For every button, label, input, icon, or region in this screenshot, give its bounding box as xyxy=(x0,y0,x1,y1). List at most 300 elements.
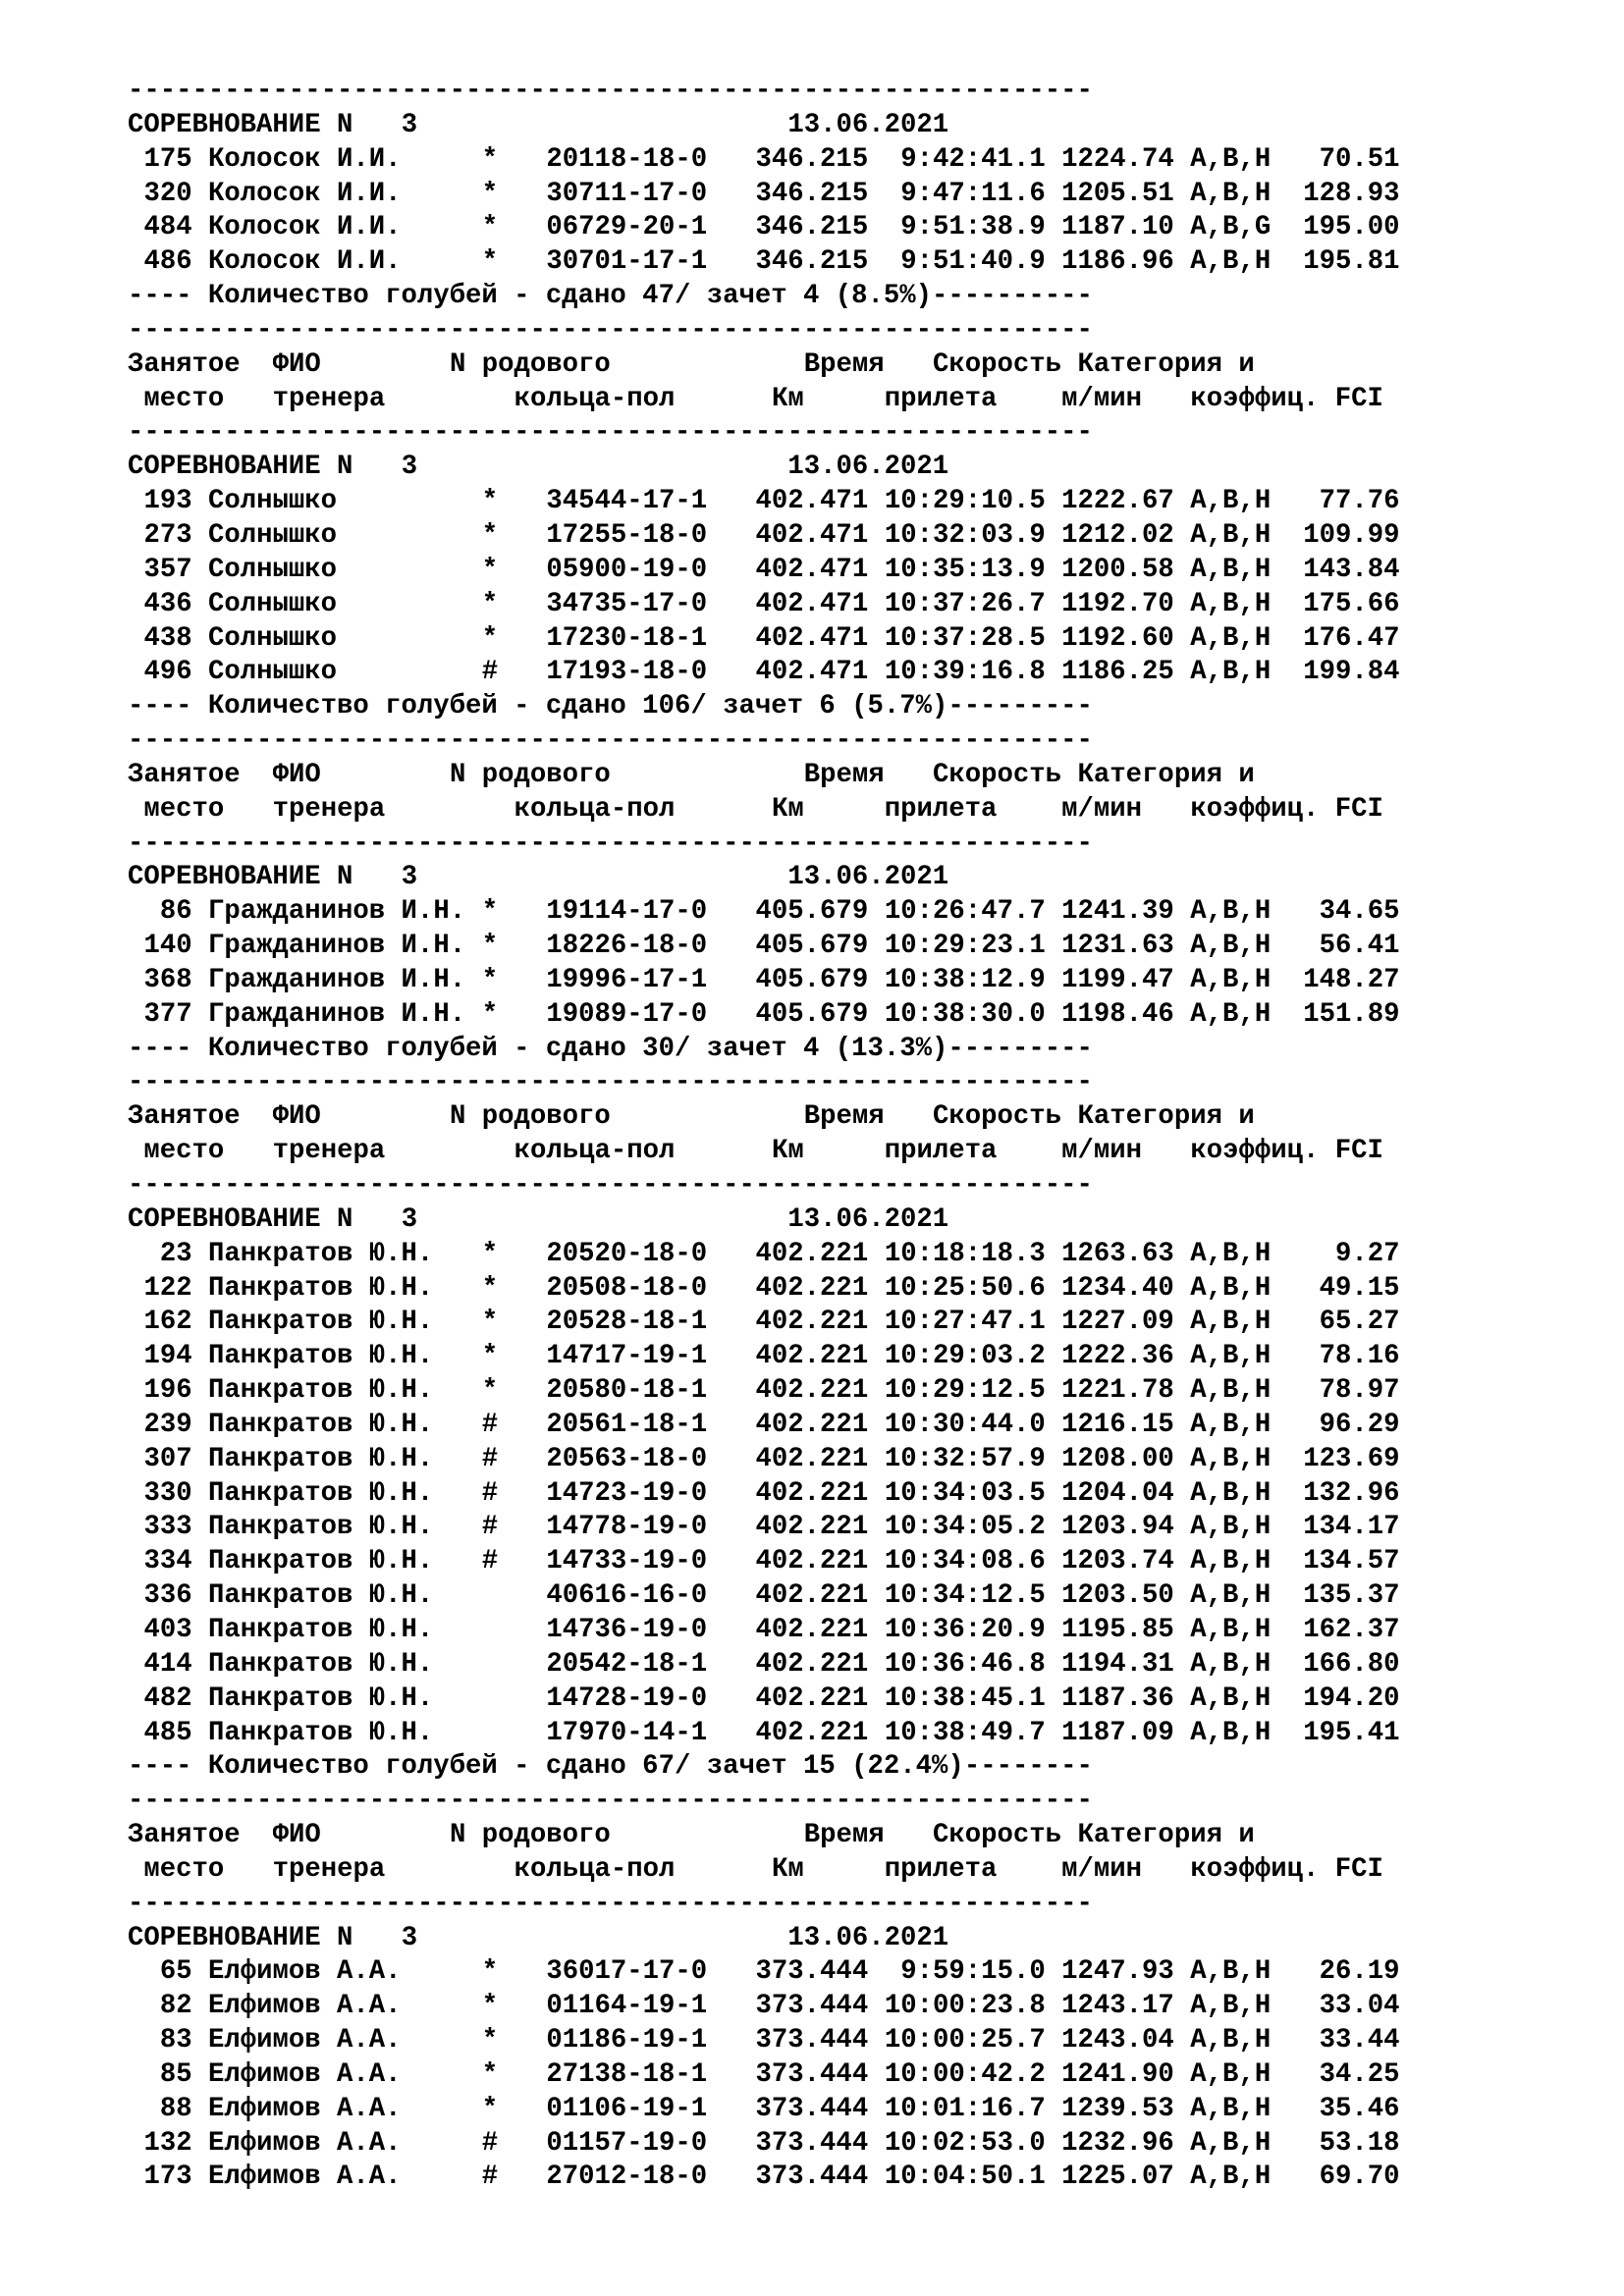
category-cell: A,B,H xyxy=(1190,1614,1272,1645)
header-trainer: тренера xyxy=(272,793,386,825)
trainer-name-cell: Колосок И.И. xyxy=(207,143,402,175)
trainer-name-cell: Елфимов А.А. xyxy=(207,2025,402,2056)
ring-cell: 17193-18-0 xyxy=(546,657,708,688)
km-cell: 402.221 xyxy=(755,1341,869,1372)
arrival-time-cell: 10:37:28.5 xyxy=(884,622,1046,654)
place-cell: 330 xyxy=(143,1477,192,1509)
km-cell: 373.444 xyxy=(755,2162,869,2193)
mark-cell: * xyxy=(481,622,499,654)
speed-cell: 1227.09 xyxy=(1061,1307,1174,1338)
coef-cell: 176.47 xyxy=(1303,622,1400,654)
speed-cell: 1243.17 xyxy=(1061,1991,1174,2022)
km-cell: 373.444 xyxy=(755,2093,869,2124)
header-occupied: Занятое xyxy=(128,1820,241,1851)
result-row xyxy=(128,2093,1399,2127)
separator-line: ------------------------------------------------------------ xyxy=(128,1067,1093,1098)
header-category: Категория и xyxy=(1077,1820,1255,1851)
coef-cell: 162.37 xyxy=(1303,1614,1400,1645)
summary-line xyxy=(128,280,1399,314)
category-cell: A,B,H xyxy=(1190,1991,1272,2022)
speed-cell: 1243.04 xyxy=(1061,2025,1174,2056)
trainer-name-cell: Солнышко xyxy=(207,588,338,619)
result-row xyxy=(128,1272,1399,1307)
km-cell: 373.444 xyxy=(755,2127,869,2159)
header-fio: ФИО xyxy=(272,348,321,380)
speed-cell: 1200.58 xyxy=(1061,554,1174,585)
mark-cell: # xyxy=(481,2162,499,2193)
mark-cell: * xyxy=(481,896,499,928)
coef-cell: 195.41 xyxy=(1303,1717,1400,1748)
place-cell: 132 xyxy=(143,2127,192,2159)
category-cell: A,B,H xyxy=(1190,1717,1272,1748)
header-arrival: прилета xyxy=(884,383,998,414)
km-cell: 402.221 xyxy=(755,1238,869,1269)
header-place: место xyxy=(143,1853,225,1885)
header-category: Категория и xyxy=(1077,1101,1255,1133)
place-cell: 196 xyxy=(143,1375,192,1407)
category-cell: A,B,H xyxy=(1190,1682,1272,1714)
category-cell: A,B,H xyxy=(1190,178,1272,209)
mark-cell: * xyxy=(481,931,499,962)
coef-cell: 195.81 xyxy=(1303,246,1400,278)
trainer-name-cell: Колосок И.И. xyxy=(207,212,402,243)
ring-cell: 34735-17-0 xyxy=(546,588,708,619)
header-n-ring: N родового xyxy=(449,759,611,790)
category-cell: A,B,G xyxy=(1190,212,1272,243)
trainer-name-cell: Гражданинов И.Н. xyxy=(207,964,466,995)
mark-cell: * xyxy=(481,2058,499,2090)
header-row-2 xyxy=(128,793,1399,828)
header-arrival: прилета xyxy=(884,1136,998,1167)
arrival-time-cell: 9:47:11.6 xyxy=(900,178,1046,209)
summary-dash-fill: --------- xyxy=(947,1033,1093,1064)
trainer-name-cell: Елфимов А.А. xyxy=(207,1956,402,1988)
place-cell: 368 xyxy=(143,964,192,995)
header-n-ring: N родового xyxy=(449,348,611,380)
place-cell: 414 xyxy=(143,1648,192,1680)
header-place: место xyxy=(143,793,225,825)
coef-cell: 134.57 xyxy=(1303,1546,1400,1577)
separator-line: ------------------------------------------------------------ xyxy=(128,76,1093,106)
header-arrival: прилета xyxy=(884,793,998,825)
speed-cell: 1203.74 xyxy=(1061,1546,1174,1577)
mark-cell: * xyxy=(481,486,499,517)
arrival-time-cell: 10:32:57.9 xyxy=(884,1443,1046,1474)
coef-cell: 35.46 xyxy=(1319,2093,1400,2124)
ring-cell: 01164-19-1 xyxy=(546,1991,708,2022)
ring-cell: 36017-17-0 xyxy=(546,1956,708,1988)
header-fio: ФИО xyxy=(272,1820,321,1851)
speed-cell: 1225.07 xyxy=(1061,2162,1174,2193)
ring-cell: 17230-18-1 xyxy=(546,622,708,654)
category-cell: A,B,H xyxy=(1190,622,1272,654)
result-row xyxy=(128,1614,1399,1648)
speed-cell: 1222.67 xyxy=(1061,486,1174,517)
ring-cell: 17970-14-1 xyxy=(546,1717,708,1748)
result-row xyxy=(128,1238,1399,1272)
arrival-time-cell: 10:29:12.5 xyxy=(884,1375,1046,1407)
arrival-time-cell: 10:29:10.5 xyxy=(884,486,1046,517)
mark-cell: * xyxy=(481,964,499,995)
results-printout xyxy=(128,75,1399,2195)
result-row xyxy=(128,2024,1399,2058)
ring-cell: 40616-16-0 xyxy=(546,1580,708,1612)
ring-cell: 14723-19-0 xyxy=(546,1477,708,1509)
speed-cell: 1263.63 xyxy=(1061,1238,1174,1269)
coef-cell: 56.41 xyxy=(1319,931,1400,962)
summary-dash-fill: --------- xyxy=(947,691,1093,722)
category-cell: A,B,H xyxy=(1190,1546,1272,1577)
speed-cell: 1203.50 xyxy=(1061,1580,1174,1612)
header-occupied: Занятое xyxy=(128,348,241,380)
mark-cell: * xyxy=(481,1238,499,1269)
separator-line: ------------------------------------------------------------ xyxy=(128,1786,1093,1817)
trainer-name-cell: Панкратов Ю.Н. xyxy=(207,1307,434,1338)
header-coef-fci: коэффиц. FCI xyxy=(1190,383,1383,414)
arrival-time-cell: 10:00:25.7 xyxy=(884,2025,1046,2056)
result-row xyxy=(128,519,1399,554)
header-m-min: м/мин xyxy=(1061,1853,1143,1885)
competition-date: 13.06.2021 xyxy=(787,1922,949,1953)
header-fio: ФИО xyxy=(272,1101,321,1133)
ring-cell: 20561-18-1 xyxy=(546,1409,708,1440)
header-km: Км xyxy=(771,383,804,414)
mark-cell: * xyxy=(481,519,499,551)
km-cell: 402.221 xyxy=(755,1443,869,1474)
category-cell: A,B,H xyxy=(1190,1477,1272,1509)
header-km: Км xyxy=(771,1136,804,1167)
result-row xyxy=(128,964,1399,998)
header-m-min: м/мин xyxy=(1061,383,1143,414)
speed-cell: 1241.39 xyxy=(1061,896,1174,928)
place-cell: 82 xyxy=(159,1991,192,2022)
place-cell: 83 xyxy=(159,2025,192,2056)
arrival-time-cell: 9:59:15.0 xyxy=(900,1956,1046,1988)
result-row xyxy=(128,2161,1399,2195)
mark-cell: * xyxy=(481,212,499,243)
coef-cell: 148.27 xyxy=(1303,964,1400,995)
coef-cell: 53.18 xyxy=(1319,2127,1400,2159)
ring-cell: 30701-17-1 xyxy=(546,246,708,278)
place-cell: 438 xyxy=(143,622,192,654)
km-cell: 402.221 xyxy=(755,1648,869,1680)
mark-cell: * xyxy=(481,1991,499,2022)
arrival-time-cell: 10:39:16.8 xyxy=(884,657,1046,688)
category-cell: A,B,H xyxy=(1190,1375,1272,1407)
speed-cell: 1187.10 xyxy=(1061,212,1174,243)
trainer-name-cell: Панкратов Ю.Н. xyxy=(207,1238,434,1269)
header-km: Км xyxy=(771,1853,804,1885)
summary-line xyxy=(128,690,1399,724)
ring-cell: 01106-19-1 xyxy=(546,2093,708,2124)
km-cell: 402.471 xyxy=(755,486,869,517)
trainer-name-cell: Колосок И.И. xyxy=(207,246,402,278)
result-row xyxy=(128,1955,1399,1990)
mark-cell: # xyxy=(481,1443,499,1474)
ring-cell: 14733-19-0 xyxy=(546,1546,708,1577)
mark-cell: * xyxy=(481,246,499,278)
header-row-1 xyxy=(128,1100,1399,1135)
category-cell: A,B,H xyxy=(1190,896,1272,928)
trainer-name-cell: Елфимов А.А. xyxy=(207,1991,402,2022)
place-cell: 484 xyxy=(143,212,192,243)
trainer-name-cell: Солнышко xyxy=(207,554,338,585)
km-cell: 405.679 xyxy=(755,931,869,962)
result-row xyxy=(128,1717,1399,1751)
place-cell: 140 xyxy=(143,931,192,962)
trainer-name-cell: Панкратов Ю.Н. xyxy=(207,1717,434,1748)
header-n-ring: N родового xyxy=(449,1820,611,1851)
km-cell: 402.221 xyxy=(755,1477,869,1509)
competition-number: 3 xyxy=(401,1922,418,1953)
header-coef-fci: коэффиц. FCI xyxy=(1190,793,1383,825)
category-cell: A,B,H xyxy=(1190,519,1272,551)
coef-cell: 195.00 xyxy=(1303,212,1400,243)
speed-cell: 1204.04 xyxy=(1061,1477,1174,1509)
summary-line xyxy=(128,1033,1399,1067)
trainer-name-cell: Колосок И.И. xyxy=(207,178,402,209)
coef-cell: 143.84 xyxy=(1303,554,1400,585)
result-row xyxy=(128,1648,1399,1682)
trainer-name-cell: Панкратов Ю.Н. xyxy=(207,1682,434,1714)
place-cell: 403 xyxy=(143,1614,192,1645)
result-row xyxy=(128,1990,1399,2024)
competition-number: 3 xyxy=(401,452,418,483)
arrival-time-cell: 10:02:53.0 xyxy=(884,2127,1046,2159)
header-time: Время xyxy=(803,1101,885,1133)
trainer-name-cell: Панкратов Ю.Н. xyxy=(207,1272,434,1304)
category-cell: A,B,H xyxy=(1190,1272,1272,1304)
trainer-name-cell: Елфимов А.А. xyxy=(207,2162,402,2193)
speed-cell: 1186.96 xyxy=(1061,246,1174,278)
result-row xyxy=(128,895,1399,930)
trainer-name-cell: Елфимов А.А. xyxy=(207,2093,402,2124)
place-cell: 23 xyxy=(159,1238,192,1269)
coef-cell: 33.04 xyxy=(1319,1991,1400,2022)
coef-cell: 69.70 xyxy=(1319,2162,1400,2193)
competition-line xyxy=(128,861,1399,895)
mark-cell: # xyxy=(481,1409,499,1440)
header-row-1 xyxy=(128,1819,1399,1853)
arrival-time-cell: 10:27:47.1 xyxy=(884,1307,1046,1338)
place-cell: 162 xyxy=(143,1307,192,1338)
competition-label: СОРЕВНОВАНИЕ N xyxy=(128,109,353,140)
arrival-time-cell: 10:38:49.7 xyxy=(884,1717,1046,1748)
place-cell: 357 xyxy=(143,554,192,585)
place-cell: 333 xyxy=(143,1512,192,1543)
category-cell: A,B,H xyxy=(1190,2058,1272,2090)
mark-cell: # xyxy=(481,1546,499,1577)
competition-label: СОРЕВНОВАНИЕ N xyxy=(128,1203,353,1235)
coef-cell: 70.51 xyxy=(1319,143,1400,175)
ring-cell: 19114-17-0 xyxy=(546,896,708,928)
header-ring-sex: кольца-пол xyxy=(514,1853,676,1885)
header-ring-sex: кольца-пол xyxy=(514,793,676,825)
arrival-time-cell: 10:34:05.2 xyxy=(884,1512,1046,1543)
result-row xyxy=(128,211,1399,245)
result-row xyxy=(128,1682,1399,1717)
trainer-name-cell: Солнышко xyxy=(207,486,338,517)
mark-cell: * xyxy=(481,1272,499,1304)
km-cell: 402.221 xyxy=(755,1375,869,1407)
separator-line: ------------------------------------------------------------ xyxy=(128,725,1093,757)
place-cell: 193 xyxy=(143,486,192,517)
category-cell: A,B,H xyxy=(1190,1956,1272,1988)
ring-cell: 19089-17-0 xyxy=(546,998,708,1030)
header-occupied: Занятое xyxy=(128,1101,241,1133)
competition-date: 13.06.2021 xyxy=(787,452,949,483)
category-cell: A,B,H xyxy=(1190,554,1272,585)
place-cell: 334 xyxy=(143,1546,192,1577)
speed-cell: 1222.36 xyxy=(1061,1341,1174,1372)
header-fio: ФИО xyxy=(272,759,321,790)
speed-cell: 1192.60 xyxy=(1061,622,1174,654)
ring-cell: 20580-18-1 xyxy=(546,1375,708,1407)
speed-cell: 1203.94 xyxy=(1061,1512,1174,1543)
competition-line xyxy=(128,451,1399,485)
speed-cell: 1195.85 xyxy=(1061,1614,1174,1645)
trainer-name-cell: Панкратов Ю.Н. xyxy=(207,1477,434,1509)
competition-number: 3 xyxy=(401,862,418,893)
category-cell: A,B,H xyxy=(1190,657,1272,688)
competition-number: 3 xyxy=(401,109,418,140)
ring-cell: 20528-18-1 xyxy=(546,1307,708,1338)
ring-cell: 14736-19-0 xyxy=(546,1614,708,1645)
arrival-time-cell: 9:51:40.9 xyxy=(900,246,1046,278)
coef-cell: 49.15 xyxy=(1319,1272,1400,1304)
category-cell: A,B,H xyxy=(1190,1443,1272,1474)
trainer-name-cell: Панкратов Ю.Н. xyxy=(207,1546,434,1577)
place-cell: 194 xyxy=(143,1341,192,1372)
category-cell: A,B,H xyxy=(1190,588,1272,619)
header-time: Время xyxy=(803,759,885,790)
km-cell: 373.444 xyxy=(755,2058,869,2090)
mark-cell: # xyxy=(481,1477,499,1509)
place-cell: 496 xyxy=(143,657,192,688)
coef-cell: 33.44 xyxy=(1319,2025,1400,2056)
result-row xyxy=(128,656,1399,690)
place-cell: 436 xyxy=(143,588,192,619)
ring-cell: 34544-17-1 xyxy=(546,486,708,517)
category-cell: A,B,H xyxy=(1190,931,1272,962)
competition-label: СОРЕВНОВАНИЕ N xyxy=(128,452,353,483)
header-place: место xyxy=(143,1136,225,1167)
header-m-min: м/мин xyxy=(1061,793,1143,825)
place-cell: 485 xyxy=(143,1717,192,1748)
ring-cell: 01186-19-1 xyxy=(546,2025,708,2056)
km-cell: 402.221 xyxy=(755,1512,869,1543)
category-cell: A,B,H xyxy=(1190,486,1272,517)
header-ring-sex: кольца-пол xyxy=(514,1136,676,1167)
header-coef-fci: коэффиц. FCI xyxy=(1190,1853,1383,1885)
trainer-name-cell: Солнышко xyxy=(207,519,338,551)
km-cell: 402.471 xyxy=(755,657,869,688)
mark-cell: * xyxy=(481,1375,499,1407)
header-ring-sex: кольца-пол xyxy=(514,383,676,414)
km-cell: 346.215 xyxy=(755,246,869,278)
speed-cell: 1199.47 xyxy=(1061,964,1174,995)
header-trainer: тренера xyxy=(272,383,386,414)
category-cell: A,B,H xyxy=(1190,2093,1272,2124)
competition-number: 3 xyxy=(401,1203,418,1235)
arrival-time-cell: 10:29:03.2 xyxy=(884,1341,1046,1372)
result-row xyxy=(128,2127,1399,2162)
coef-cell: 9.27 xyxy=(1334,1238,1400,1269)
result-row xyxy=(128,485,1399,519)
coef-cell: 134.17 xyxy=(1303,1512,1400,1543)
km-cell: 402.221 xyxy=(755,1614,869,1645)
km-cell: 373.444 xyxy=(755,1991,869,2022)
result-row xyxy=(128,1579,1399,1614)
category-cell: A,B,H xyxy=(1190,2127,1272,2159)
coef-cell: 175.66 xyxy=(1303,588,1400,619)
result-row xyxy=(128,1374,1399,1409)
result-row xyxy=(128,143,1399,178)
arrival-time-cell: 10:37:26.7 xyxy=(884,588,1046,619)
header-row-2 xyxy=(128,383,1399,417)
arrival-time-cell: 10:34:03.5 xyxy=(884,1477,1046,1509)
trainer-name-cell: Панкратов Ю.Н. xyxy=(207,1580,434,1612)
speed-cell: 1194.31 xyxy=(1061,1648,1174,1680)
km-cell: 402.221 xyxy=(755,1272,869,1304)
arrival-time-cell: 10:38:45.1 xyxy=(884,1682,1046,1714)
coef-cell: 77.76 xyxy=(1319,486,1400,517)
km-cell: 402.221 xyxy=(755,1717,869,1748)
category-cell: A,B,H xyxy=(1190,1580,1272,1612)
trainer-name-cell: Панкратов Ю.Н. xyxy=(207,1341,434,1372)
speed-cell: 1241.90 xyxy=(1061,2058,1174,2090)
ring-cell: 30711-17-0 xyxy=(546,178,708,209)
speed-cell: 1234.40 xyxy=(1061,1272,1174,1304)
place-cell: 88 xyxy=(159,2093,192,2124)
coef-cell: 166.80 xyxy=(1303,1648,1400,1680)
header-trainer: тренера xyxy=(272,1853,386,1885)
arrival-time-cell: 10:34:08.6 xyxy=(884,1546,1046,1577)
arrival-time-cell: 10:35:13.9 xyxy=(884,554,1046,585)
arrival-time-cell: 10:26:47.7 xyxy=(884,896,1046,928)
arrival-time-cell: 10:38:12.9 xyxy=(884,964,1046,995)
header-coef-fci: коэффиц. FCI xyxy=(1190,1136,1383,1167)
competition-date: 13.06.2021 xyxy=(787,862,949,893)
category-cell: A,B,H xyxy=(1190,2025,1272,2056)
coef-cell: 109.99 xyxy=(1303,519,1400,551)
coef-cell: 34.65 xyxy=(1319,896,1400,928)
header-category: Категория и xyxy=(1077,759,1255,790)
competition-line xyxy=(128,109,1399,143)
category-cell: A,B,H xyxy=(1190,1648,1272,1680)
mark-cell: * xyxy=(481,1956,499,1988)
mark-cell: * xyxy=(481,143,499,175)
category-cell: A,B,H xyxy=(1190,143,1272,175)
competition-date: 13.06.2021 xyxy=(787,109,949,140)
category-cell: A,B,H xyxy=(1190,998,1272,1030)
header-occupied: Занятое xyxy=(128,759,241,790)
km-cell: 346.215 xyxy=(755,212,869,243)
category-cell: A,B,H xyxy=(1190,2162,1272,2193)
competition-line xyxy=(128,1922,1399,1956)
place-cell: 377 xyxy=(143,998,192,1030)
result-row xyxy=(128,622,1399,657)
header-km: Км xyxy=(771,793,804,825)
result-row xyxy=(128,1511,1399,1545)
speed-cell: 1212.02 xyxy=(1061,519,1174,551)
km-cell: 402.221 xyxy=(755,1307,869,1338)
place-cell: 482 xyxy=(143,1682,192,1714)
ring-cell: 01157-19-0 xyxy=(546,2127,708,2159)
separator-line: ------------------------------------------------------------ xyxy=(128,828,1093,859)
result-row xyxy=(128,554,1399,588)
arrival-time-cell: 10:36:20.9 xyxy=(884,1614,1046,1645)
